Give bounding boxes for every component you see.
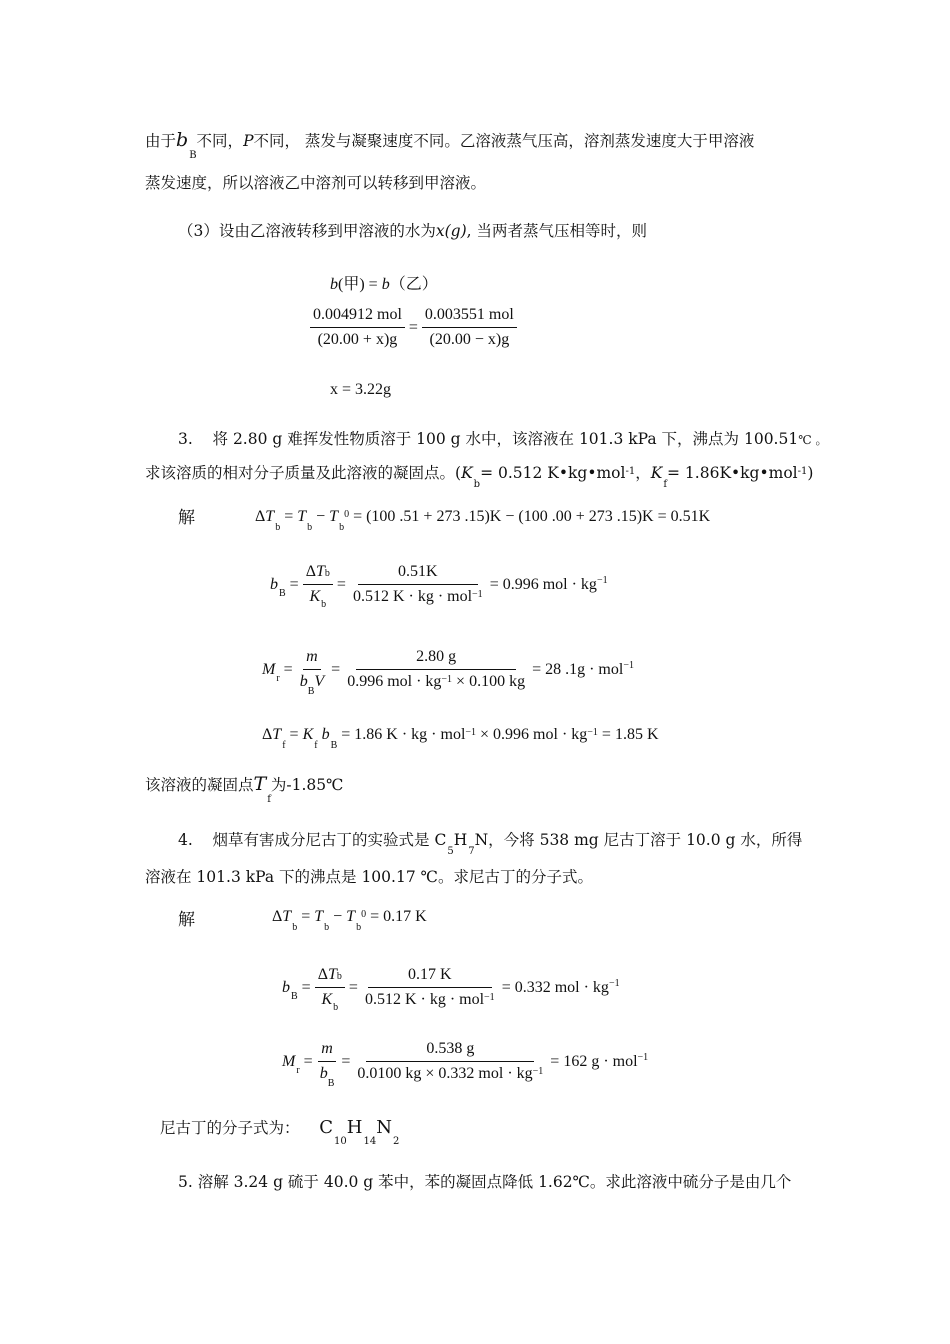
sol3-eq3: M r = $\frac{m}{b_BV}$ = $\frac{2.80 g}{0.996 mol \cdot kg^{-1} \times 0.100 kg}$ = 28 .1g · mol −1 xyxy=(262,648,634,697)
sol4-formula: 尼古丁的分子式为： $C_{10}H_{14}N_2$ xyxy=(160,1117,400,1147)
sol3-eq4: $\Delta T_f = K_f$ $b_B = 1.86$ K · kg · mol$^{-1}$ × 0.996 mol · $kg^{-1} = 1.85$ K xyxy=(262,726,659,751)
para3: （3）设由乙溶液转移到甲溶液的水为x(g), 当两者蒸气压相等时，则 xyxy=(178,222,647,240)
equation-b-equal: b(甲) = b（乙） xyxy=(330,276,438,293)
sol4-eq2: b B = $\frac{\text{ΔTb}}{K_b}$ = $\frac{0.17 K}{0.512 K \cdot kg \cdot mol^{-1}}$ = 0.332 mol · kg −1 xyxy=(282,966,620,1013)
equation-fraction-equality: $\frac{\text{0.004912 mol}}{(20.00 + x)g}$ = $\frac{\text{0.003551 mol}}{(20.00 - x)g}$ xyxy=(310,306,517,349)
sol3-eq1: $\Delta T_b = T_b - T_b^0 = (100$ .51 + 273 .15)K − (100 .00 + 273 .15)K = 0.51K xyxy=(255,508,711,533)
sol3-eq2: b B = $\frac{\text{ΔTb}}{K_b}$ = $\frac{0.51K}{0.512 K \cdot kg \cdot mol^{-1}}$ = 0.996 mol · kg −1 xyxy=(270,563,608,610)
para1-line1: 由于$b_B$不同，P不同， 蒸发与凝聚速度不同。乙溶液蒸气压高，溶剂蒸发速度大于甲溶液 xyxy=(145,129,755,161)
sol4-eq1: $\Delta T_b = T_b - T_b^0 = 0.17$ K xyxy=(272,908,427,933)
question-4-line2: 溶液在 101.3 kPa 下的沸点是 100.17 ℃。求尼古丁的分子式。 xyxy=(145,868,593,886)
solution-3-label: 解 xyxy=(178,508,195,528)
question-5-line1: 5. 溶解 3.24 g 硫于 40.0 g 苯中，苯的凝固点降低 1.62℃。求此溶液中硫分子是由几个 xyxy=(178,1173,792,1191)
equation-x-result: x = 3.22g xyxy=(330,381,392,398)
question-4-line1: 4. 烟草有害成分尼古丁的实验式是 $C_5H_7N$，今将 538 mg 尼古丁溶于 10.0 g 水，所得 xyxy=(178,831,803,857)
sol3-conclusion: 该溶液的凝固点$T_f$为-1.85℃ xyxy=(145,773,344,805)
para1-line2: 蒸发速度，所以溶液乙中溶剂可以转移到甲溶液。 xyxy=(145,174,487,192)
question-3-line1: 3. 将 2.80 g 难挥发性物质溶于 100 g 水中，该溶液在 101.3 kPa 下，沸点为 100.51℃ 。 xyxy=(178,430,828,448)
sol4-eq3: M r = $\frac{m}{b_B}$ = $\frac{0.538 g}{0.0100 kg \times 0.332 mol \cdot kg^{-1}}$ = 162 g · mol −1 xyxy=(282,1040,649,1089)
solution-4-label: 解 xyxy=(178,910,195,930)
question-3-line2: 求该溶质的相对分子质量及此溶液的凝固点。($K_b= 0.512$ K•kg•mol$^{-1}$，$K_f=$ 1.86K•kg•mol$^{-1}$) xyxy=(145,464,814,490)
